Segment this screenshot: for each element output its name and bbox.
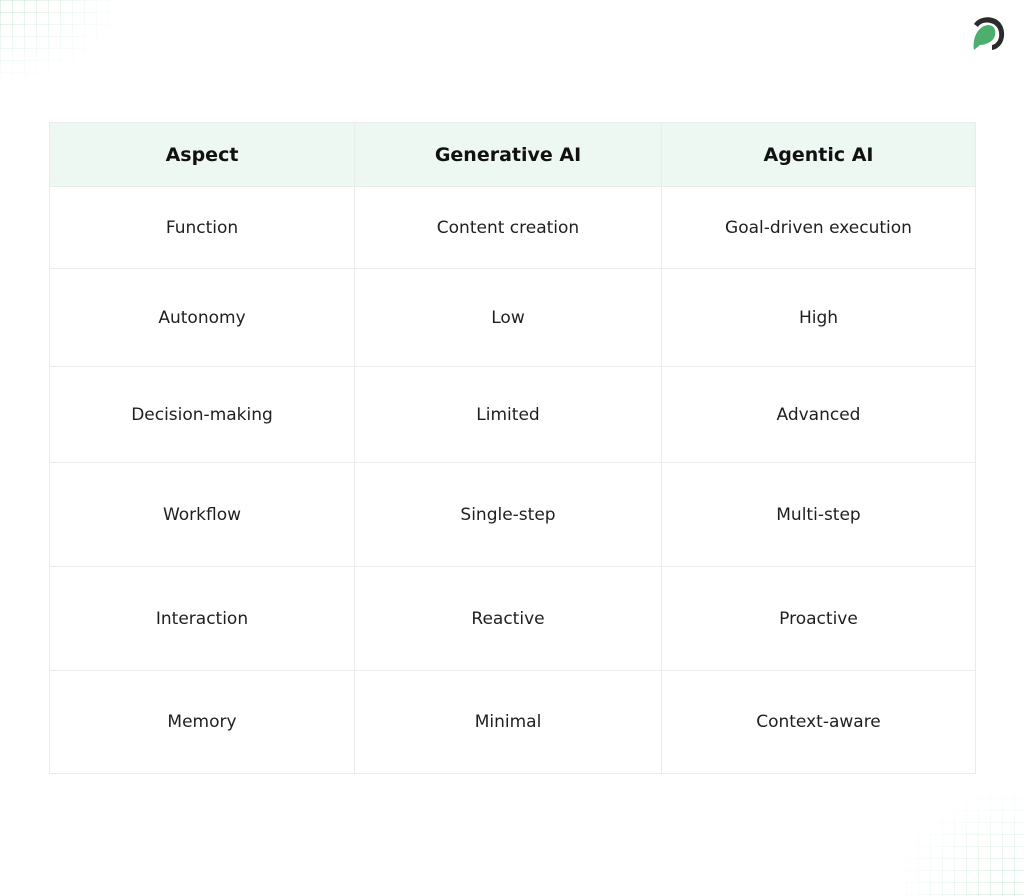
- cell-generative: Low: [355, 269, 662, 367]
- cell-agentic: High: [662, 269, 976, 367]
- comparison-table: [49, 122, 976, 774]
- cell-aspect: Memory: [50, 671, 355, 774]
- table-row: [50, 567, 976, 671]
- cell-aspect: Interaction: [50, 567, 355, 671]
- cell-generative: Reactive: [355, 567, 662, 671]
- cell-generative: Content creation: [355, 187, 662, 269]
- cell-aspect: Autonomy: [50, 269, 355, 367]
- cell-agentic: Context-aware: [662, 671, 976, 774]
- table-row: [50, 269, 976, 367]
- table-row: [50, 367, 976, 463]
- table-row: [50, 463, 976, 567]
- decorative-grid-top-left: [0, 0, 120, 80]
- cell-generative: Limited: [355, 367, 662, 463]
- cell-aspect: Function: [50, 187, 355, 269]
- cell-agentic: Goal-driven execution: [662, 187, 976, 269]
- table-row: [50, 671, 976, 774]
- cell-generative: Single-step: [355, 463, 662, 567]
- cell-generative: Minimal: [355, 671, 662, 774]
- cell-aspect: Decision-making: [50, 367, 355, 463]
- table-header-row: [50, 123, 976, 187]
- cell-aspect: Workflow: [50, 463, 355, 567]
- header-aspect: Aspect: [50, 123, 355, 187]
- cell-agentic: Advanced: [662, 367, 976, 463]
- header-generative-ai: Generative AI: [355, 123, 662, 187]
- decorative-grid-bottom-right: [894, 786, 1024, 896]
- cell-agentic: Proactive: [662, 567, 976, 671]
- header-agentic-ai: Agentic AI: [662, 123, 976, 187]
- table-row: [50, 187, 976, 269]
- brand-logo-icon: [968, 12, 1008, 52]
- cell-agentic: Multi-step: [662, 463, 976, 567]
